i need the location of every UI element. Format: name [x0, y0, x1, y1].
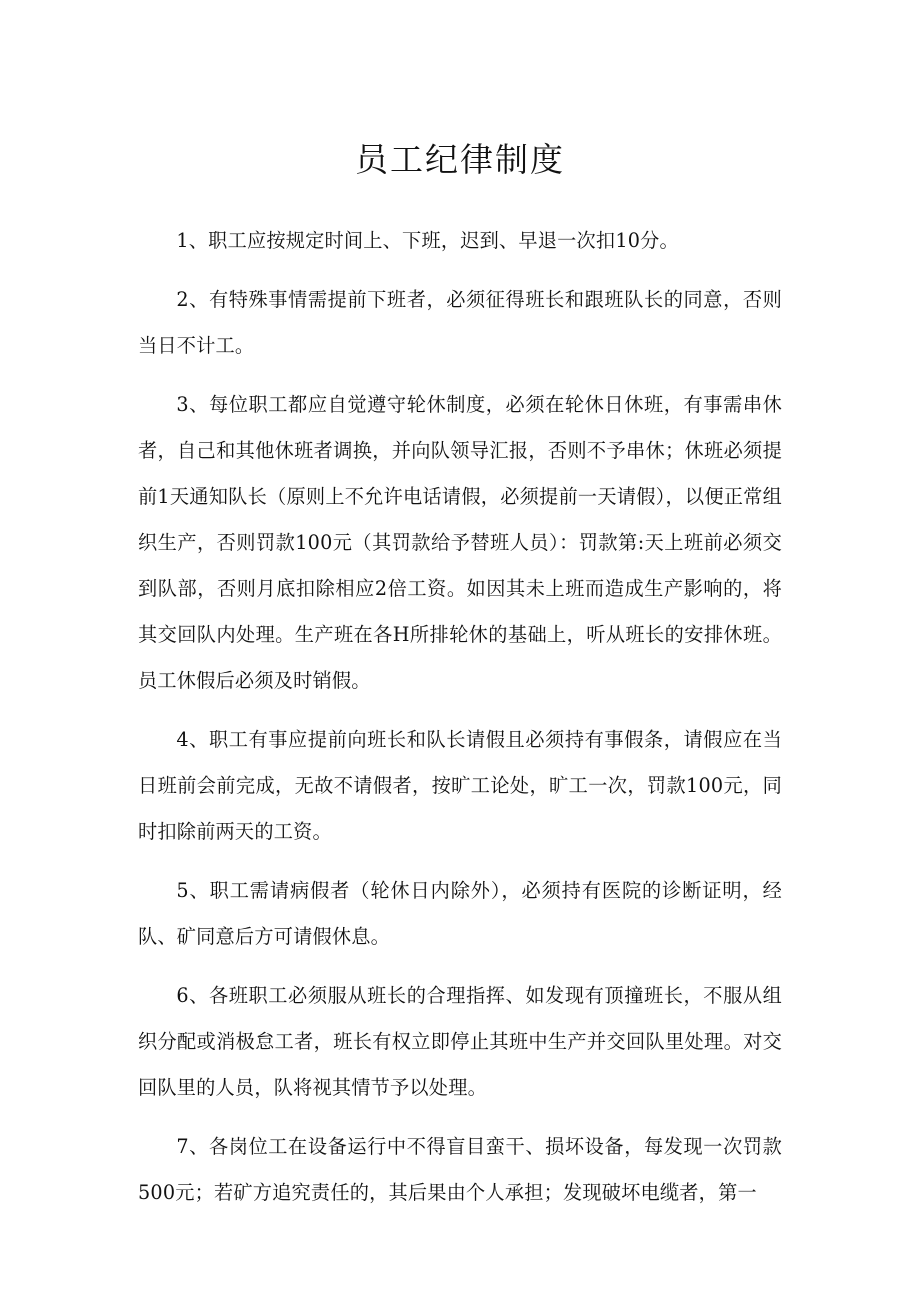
rule-paragraph-4: 4、职工有事应提前向班长和队长请假且必须持有事假条，请假应在当日班前会前完成，无故不请假者，按旷工论处，旷工一次，罚款100元，同时扣除前两天的工资。 — [138, 728, 782, 843]
document-body — [138, 218, 782, 1229]
rule-paragraph-1: 1、职工应按规定时间上、下班，迟到、早退一次扣10分。 — [176, 229, 679, 252]
rule-paragraph-2: 2、有特殊事情需提前下班者，必须征得班长和跟班队长的同意，否则当日不计工。 — [138, 288, 782, 357]
rule-paragraph-3: 3、每位职工都应自觉遵守轮休制度，必须在轮休日休班，有事需串休者，自己和其他休班者调换，并向队领导汇报，否则不予串休；休班必须提前1天通知队长（原则上不允许电话请假，必须提前一天请假），以便正常组织生产，否则罚款100元（其罚款给予替班人员）：罚款第:天上班前必须交到队部，否则月底扣除相应2倍工资。如因其未上班而造成生产影响的，将其交回队内处理。生产班在各H所排轮休的基础上，听从班长的安排休班。员工休假后必须及时销假。 — [138, 393, 782, 692]
rule-paragraph-7: 7、各岗位工在设备运行中不得盲目蛮干、损坏设备，每发现一次罚款500元；若矿方追究责任的，其后果由个人承担；发现破坏电缆者，第一 — [138, 1135, 782, 1204]
rule-paragraph-5: 5、职工需请病假者（轮休日内除外），必须持有医院的诊断证明，经队、矿同意后方可请假休息。 — [138, 879, 782, 948]
document-title: 员工纪律制度 — [355, 140, 565, 179]
rule-paragraph-6: 6、各班职工必须服从班长的合理指挥、如发现有顶撞班长，不服从组织分配或消极怠工者，班长有权立即停止其班中生产并交回队里处理。对交回队里的人员，队将视其情节予以处理。 — [138, 984, 782, 1099]
